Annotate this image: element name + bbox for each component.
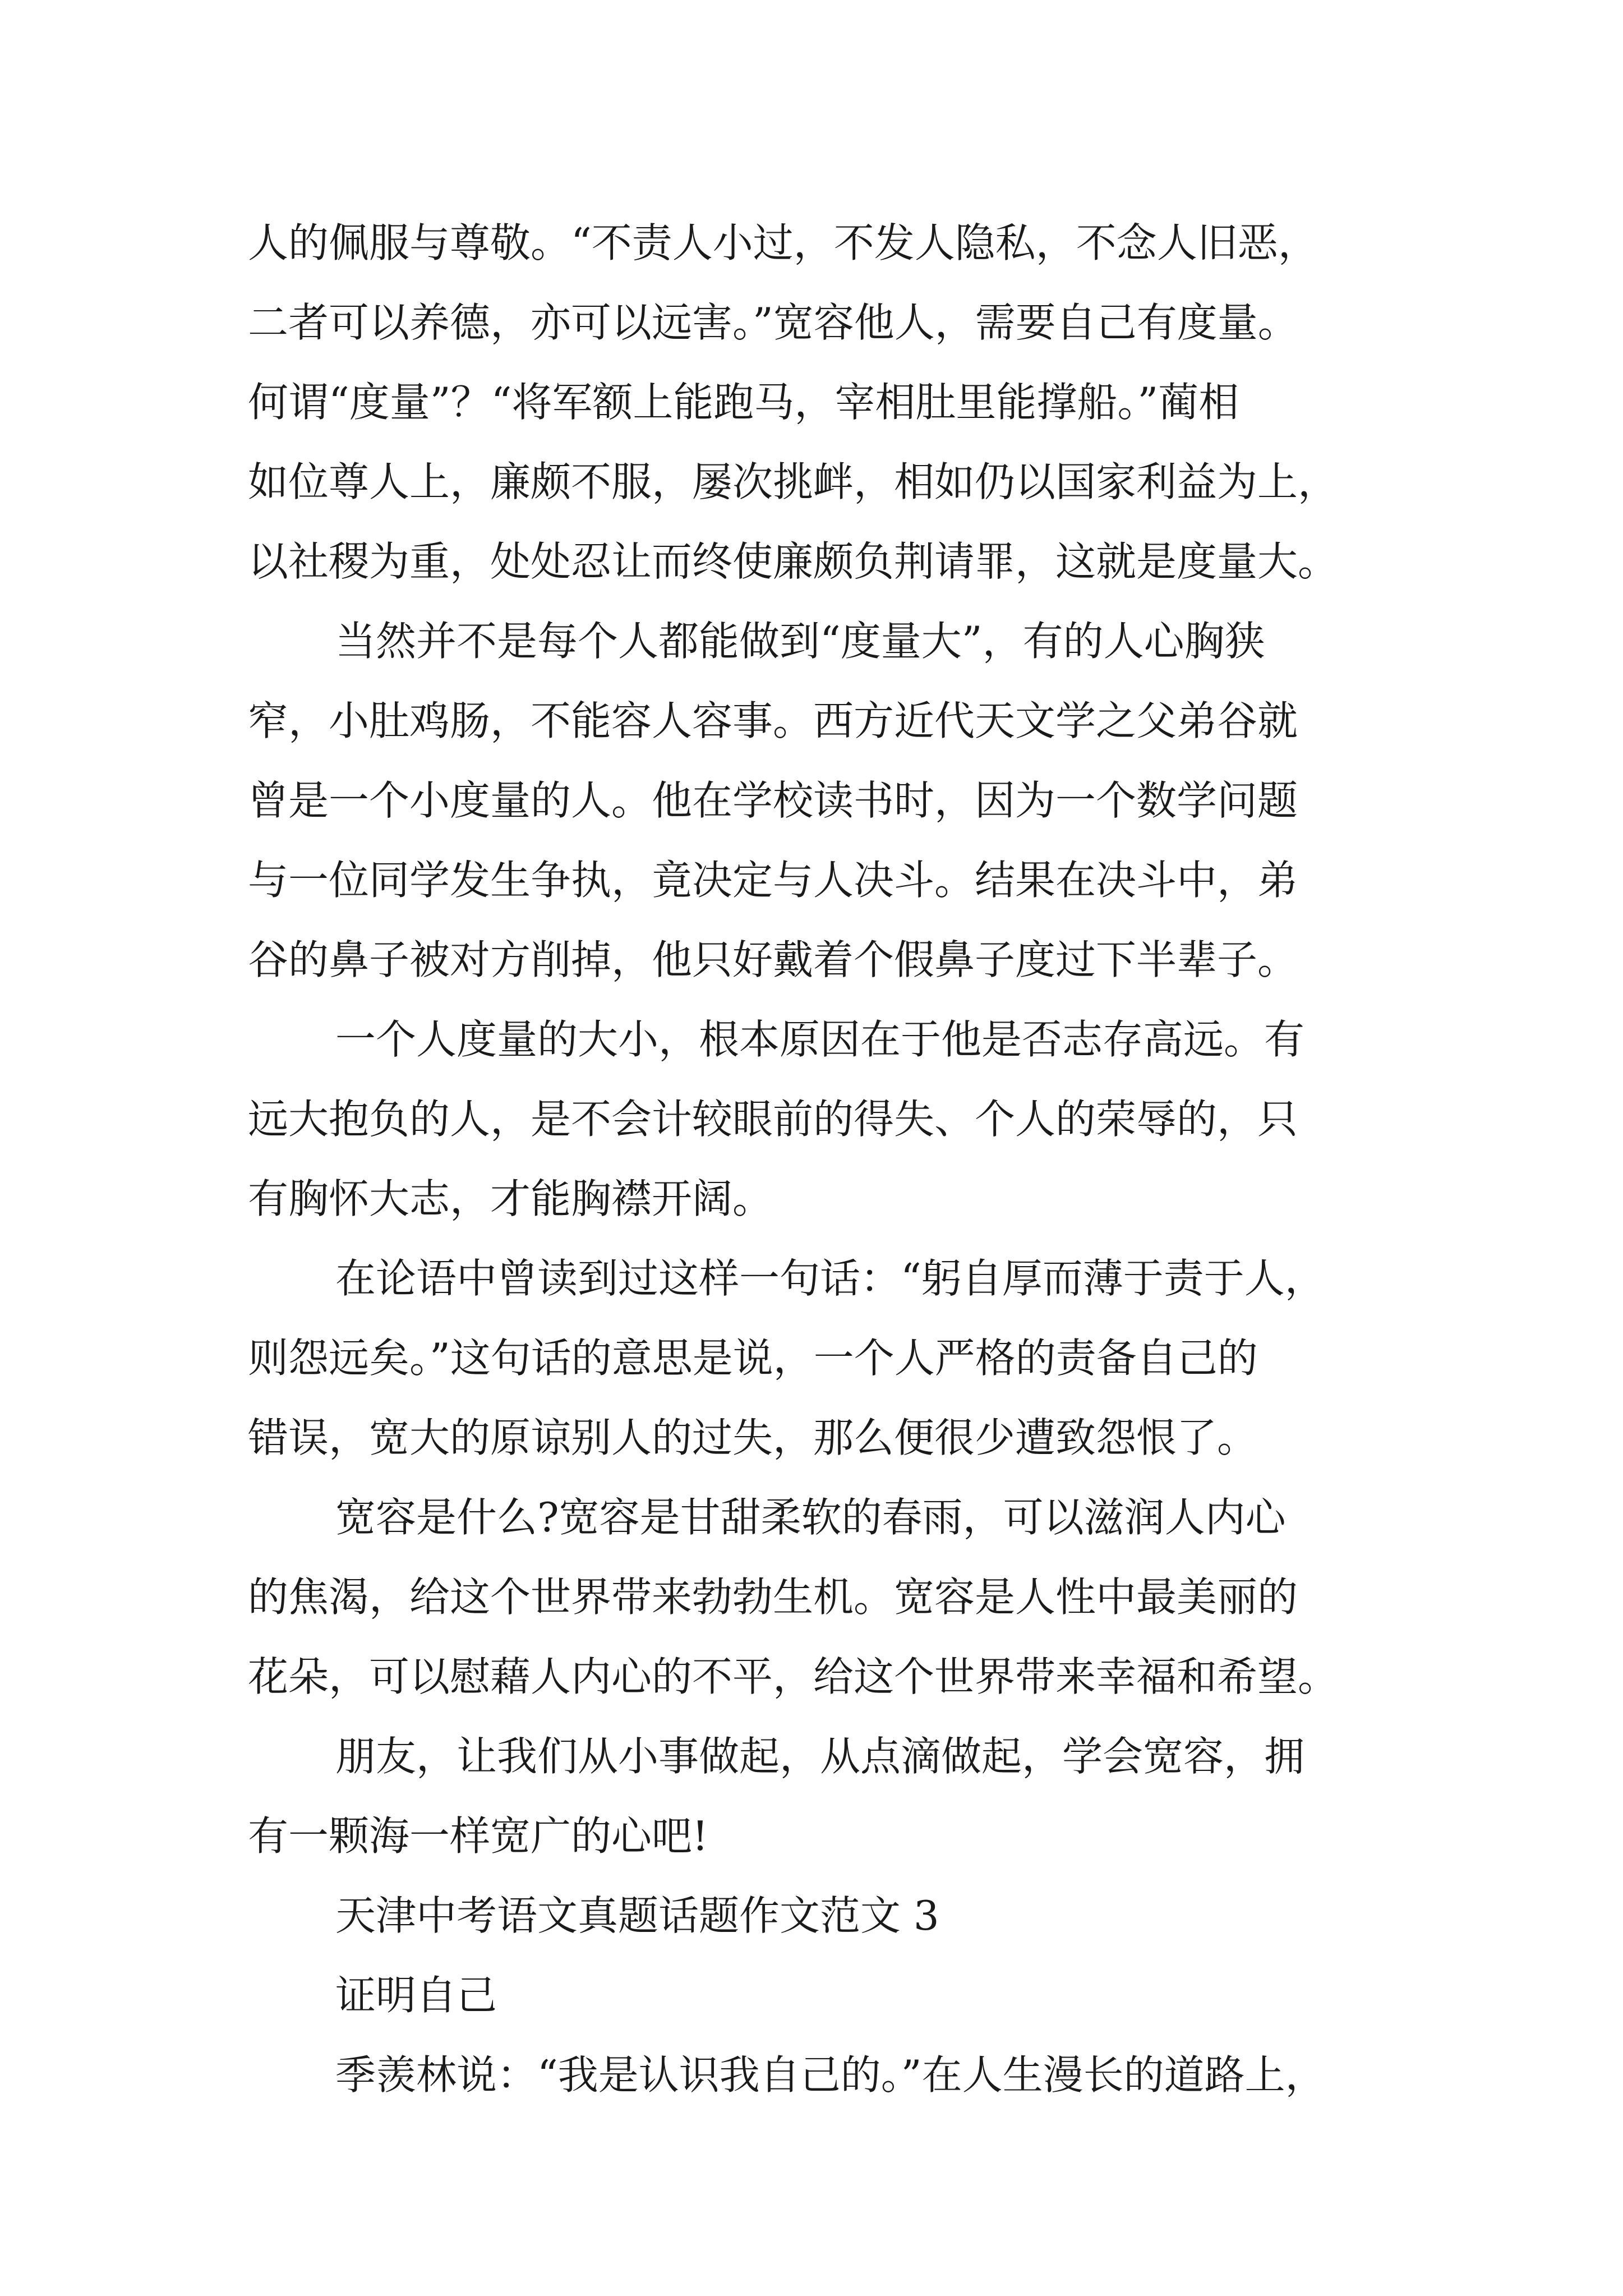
text-line: 的焦渴，给这个世界带来勃勃生机。宽容是人性中最美丽的 <box>248 1573 1298 1621</box>
text-line: 与一位同学发生争执，竟决定与人决斗。结果在决斗中，弟 <box>248 857 1298 904</box>
paragraph-start-line: 在论语中曾读到过这样一句话：“躬自厚而薄于责于人， <box>335 1255 1325 1302</box>
paragraph-start-line: 朋友，让我们从小事做起，从点滴做起，学会宽容，拥 <box>335 1733 1305 1780</box>
text-line: 何谓“度量”？“将军额上能跑马，宰相肚里能撑船。”蔺相 <box>248 379 1239 426</box>
text-line: 有胸怀大志，才能胸襟开阔。 <box>248 1175 773 1222</box>
text-line: 二者可以养德，亦可以远害。”宽容他人，需要自己有度量。 <box>248 299 1298 346</box>
paragraph-start-line: 当然并不是每个人都能做到“度量大”，有的人心胸狭 <box>335 618 1265 665</box>
text-line: 谷的鼻子被对方削掉，他只好戴着个假鼻子度过下半辈子。 <box>248 936 1298 983</box>
text-line: 有一颗海一样宽广的心吧! <box>248 1812 708 1860</box>
paragraph-start-line: 一个人度量的大小，根本原因在于他是否志存高远。有 <box>335 1016 1305 1063</box>
text-line: 错误，宽大的原谅别人的过失，那么便很少遭致怨恨了。 <box>248 1414 1258 1461</box>
text-line: 如位尊人上，廉颇不服，屡次挑衅，相如仍以国家利益为上， <box>248 458 1339 505</box>
paragraph-start-line: 宽容是什么?宽容是甘甜柔软的春雨，可以滋润人内心 <box>335 1494 1286 1541</box>
text-line: 人的佩服与尊敬。“不责人小过，不发人隐私，不念人旧恶， <box>248 219 1318 266</box>
text-line: 以社稷为重，处处忍让而终使廉颇负荆请罪，这就是度量大。 <box>248 538 1339 585</box>
text-line: 曾是一个小度量的人。他在学校读书时，因为一个数学问题 <box>248 777 1298 824</box>
text-line: 花朵，可以慰藉人内心的不平，给这个世界带来幸福和希望。 <box>248 1653 1339 1700</box>
paragraph-start-line: 季羡林说：“我是认识我自己的。”在人生漫长的道路上， <box>335 2051 1326 2099</box>
section-heading: 天津中考语文真题话题作文范文 3 <box>335 1892 939 1939</box>
essay-title: 证明自己 <box>335 1972 497 2019</box>
text-line: 窄，小肚鸡肠，不能容人容事。西方近代天文学之父弟谷就 <box>248 697 1298 744</box>
text-line: 则怨远矣。”这句话的意思是说，一个人严格的责备自己的 <box>248 1335 1258 1382</box>
text-line: 远大抱负的人，是不会计较眼前的得失、个人的荣辱的，只 <box>248 1096 1298 1143</box>
